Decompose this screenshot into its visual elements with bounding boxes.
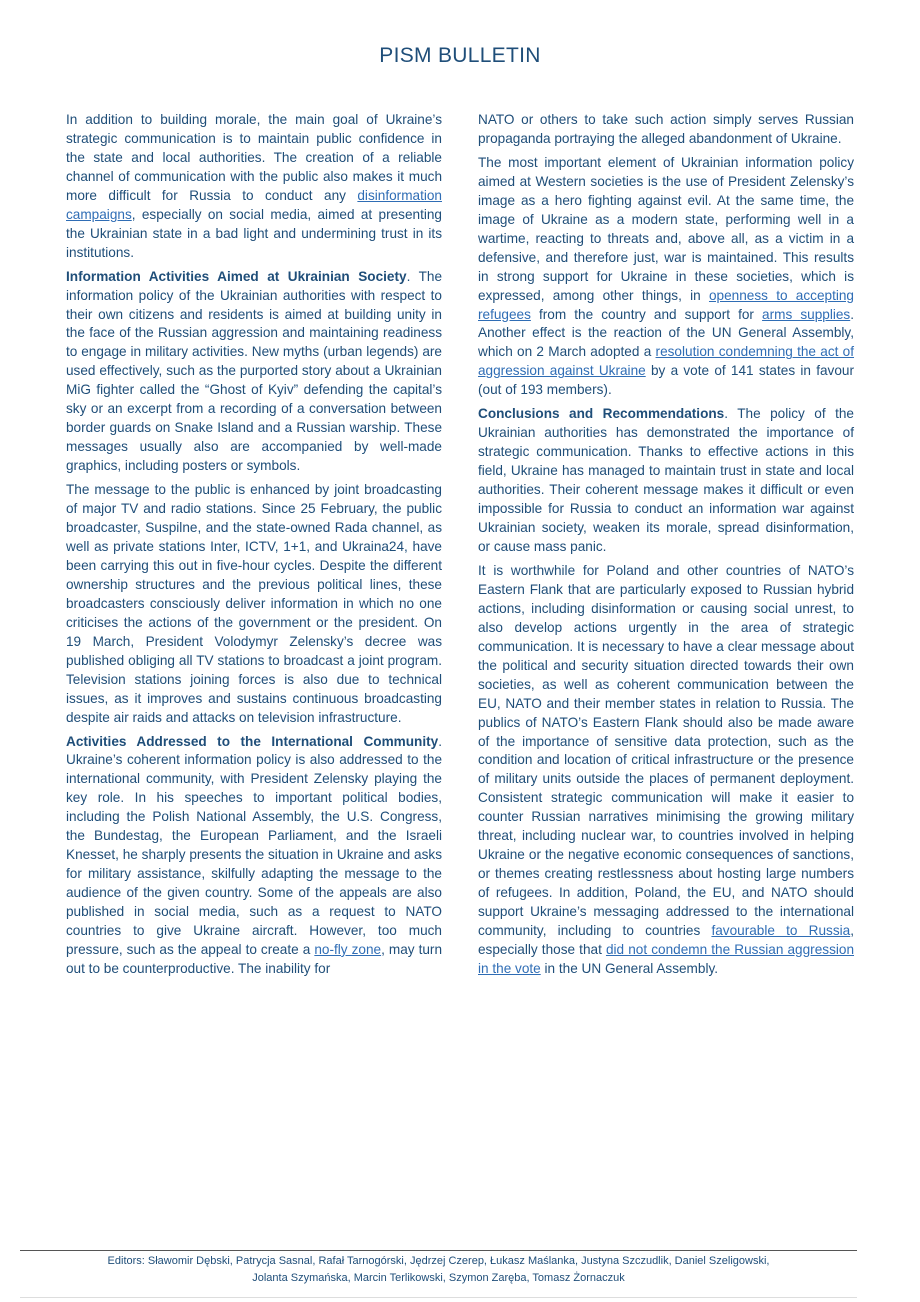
- link-no-fly-zone[interactable]: no-fly zone: [314, 941, 382, 957]
- text: , may turn out to be counterproductive. The inability for: [66, 941, 443, 976]
- text: . The policy of the Ukrainian authorities has demonstrated the importance of strategic communication. Thanks to effective actions in this field, Ukraine has managed to maintain trust in state and local authorities. Their coherent message makes it difficult or even impossible for Russia to conduct an information war against Ukrainian society, weaken its morale, spread disinformation, or cause mass panic.: [478, 406, 854, 554]
- footer-divider: [20, 1250, 857, 1251]
- editors-line: Jolanta Szymańska, Marcin Terlikowski, Szymon Zaręba, Tomasz Żornaczuk: [252, 1272, 625, 1284]
- link-openness-to-accepting-refugees[interactable]: openness to accepting refugees: [478, 287, 854, 322]
- paragraph: [478, 562, 854, 979]
- link-did-not-condemn-aggression[interactable]: did not condemn the Russian aggression in the vote: [478, 941, 855, 976]
- page-title: PISM BULLETIN: [379, 44, 541, 67]
- text: . Ukraine’s coherent information policy is also addressed to the international community, with President Zelensky playing the key role. In his speeches to important political bodies, including the Polish National Assembly, the U.S. Congress, the Bundestag, the European Parliament, and the Israeli Knesset, he sharply presents the situation in Ukraine and asks for military assistance, skilfully adapting the message to the audience of the given country. Some of the appeals are also published in social media, such as a request to NATO countries to give Ukraine aircraft. However, too much pressure, such as the appeal to create a: [66, 733, 442, 957]
- section-heading: Conclusions and Recommendations: [478, 406, 725, 422]
- text: The most important element of Ukrainian information policy aimed at Western societies is the use of President Zelensky’s image as a hero fighting against evil. At the same time, the image of Ukraine as a modern state, performing well in a wartime, reacting to threats and, above all, as a victim in a defensive, and therefore just, war is maintained. This results in strong support for Ukraine in these societies, which is expressed, among other things, in: [478, 154, 854, 303]
- editors-line: Editors: Sławomir Dębski, Patrycja Sasnal, Rafał Tarnogórski, Jędrzej Czerep, Łukasz Maślanka, Justyna Szczudlik, Daniel Szeligowski,: [107, 1255, 770, 1267]
- right-column: [478, 111, 854, 984]
- section-heading: Information Activities Aimed at Ukrainian Society: [66, 268, 407, 284]
- text: In addition to building morale, the main goal of Ukraine’s strategic communication is to maintain public confidence in the state and local authorities. The creation of a reliable channel of communication with the public also makes it much more difficult for Russia to conduct any: [66, 112, 442, 203]
- text: in the UN General Assembly.: [540, 960, 719, 976]
- text: , especially those that: [478, 923, 854, 957]
- text: . The information policy of the Ukrainian authorities with respect to their own citizens and residents is aimed at building unity in the face of the Russian aggression and maintaining readiness to engage in military activities. New myths (urban legends) are used effectively, such as the purported story about a Ukrainian MiG fighter called the “Ghost of Kyiv” defending the capital’s sky or an excerpt from a recording of a conversation between border guards on Snake Island and a Russian warship. These messages usually also are accompanied by well-made graphics, including posters or symbols.: [66, 268, 443, 474]
- paragraph: [66, 111, 442, 263]
- link-arms-supplies[interactable]: arms supplies: [762, 306, 851, 322]
- section-heading: Activities Addressed to the International Community: [66, 733, 439, 749]
- text: , especially on social media, aimed at presenting the Ukrainian state in a bad light and undermining trust in its institutions.: [66, 206, 442, 260]
- link-resolution-condemning-aggression[interactable]: resolution condemning the act of aggression against Ukraine: [478, 344, 855, 379]
- text: from the country and support for: [530, 306, 763, 322]
- text: by a vote of 141 states in favour (out of 193 members).: [478, 363, 855, 398]
- paragraph: [478, 154, 854, 400]
- link-favourable-to-russia[interactable]: favourable to Russia: [711, 923, 851, 939]
- paragraph: NATO or others to take such action simply serves Russian propaganda portraying the alleged abandonment of Ukraine.: [478, 112, 854, 146]
- text: . Another effect is the reaction of the UN General Assembly, which on 2 March adopted a: [478, 306, 854, 360]
- left-column: [66, 111, 442, 984]
- text: It is worthwhile for Poland and other countries of NATO’s Eastern Flank that are particularly exposed to Russian hybrid actions, including disinformation or causing social unrest, to also develop actions urgently in the area of strategic communication. It is necessary to have a clear message about the political and security situation directed towards their own societies, as well as coherent communication between the EU, NATO and their member states in relation to Russia. The publics of NATO’s Eastern Flank should also be made aware of the importance of sensitive data protection, such as the condition and location of critical infrastructure or the presence of military units outside the places of permanent deployment. Consistent strategic communication will make it easier to counter Russian narratives minimising the growing military threat, including nuclear war, to countries involved in helping Ukraine or the negative economic consequences of sanctions, or themes creating restlessness about hosting large numbers of refugees. In addition, Poland, the EU, and NATO should support Ukraine’s messaging addressed to the international community, including to countries: [478, 562, 854, 939]
- bottom-divider: [20, 1297, 857, 1298]
- footer-editors: [20, 1253, 857, 1287]
- paragraph: [66, 733, 442, 979]
- paragraph: [478, 405, 854, 557]
- paragraph: The message to the public is enhanced by joint broadcasting of major TV and radio stations. Since 25 February, the public broadcaster, Suspilne, and the state-owned Rada channel, as well as private stations Inter, ICTV, 1+1, and Ukraina24, have been carrying this out in five-hour cycles. Despite the different ownership structures and the previous political lines, these broadcasters consciously deliver information in which no one criticises the actions of the government or the president. On 19 March, President Volodymyr Zelensky’s decree was published obliging all TV stations to broadcast a joint program. Television stations joining forces is also due to technical issues, as it improves and sustains continuous broadcasting despite air raids and attacks on television infrastructure.: [66, 482, 442, 725]
- link-disinformation-campaigns[interactable]: disinformation campaigns: [66, 187, 442, 222]
- paragraph: [66, 268, 442, 476]
